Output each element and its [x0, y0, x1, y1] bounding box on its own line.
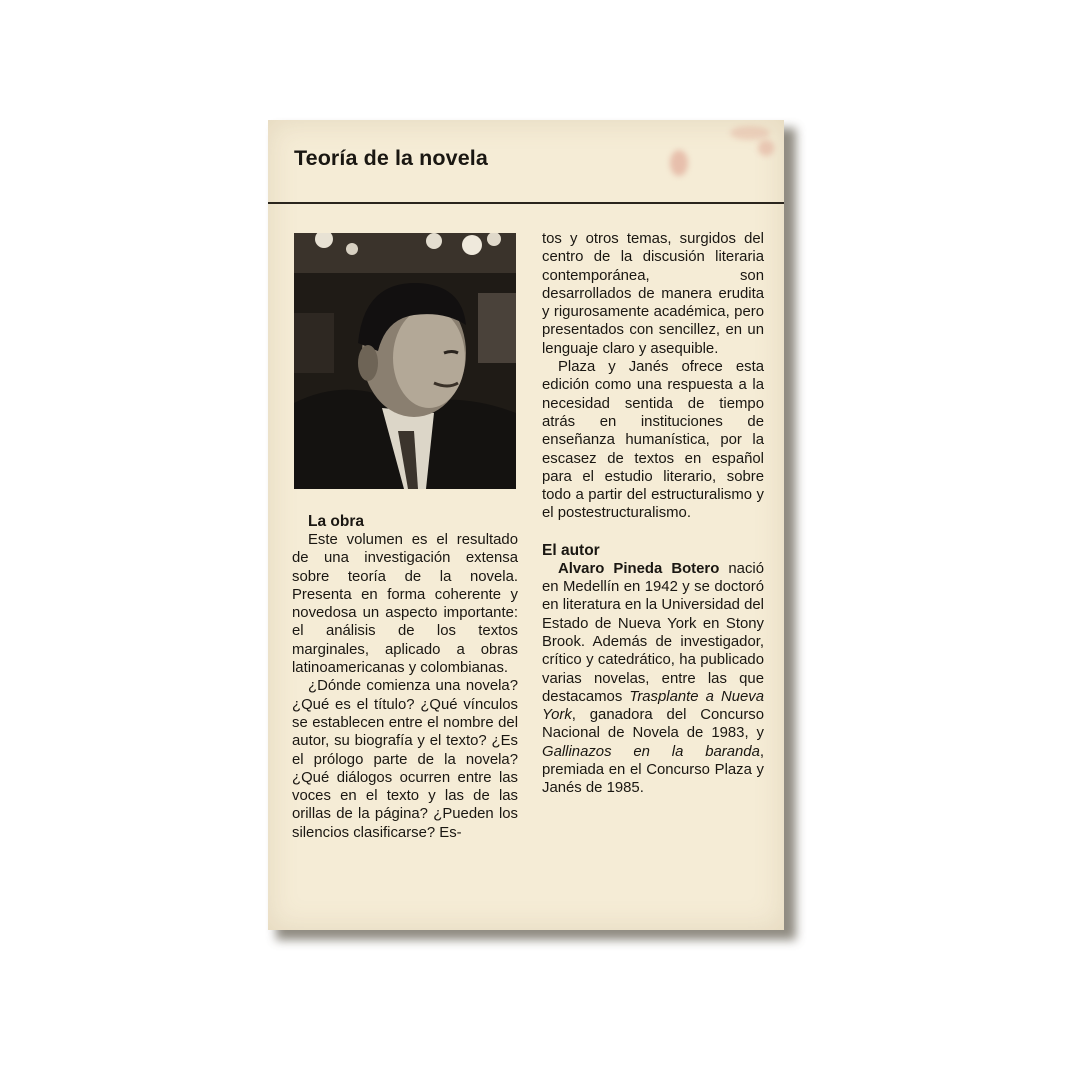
autor-text-2: , ganadora del Concurso Nacional de Novela de 1983, y [542, 707, 764, 742]
author-photo [294, 233, 516, 489]
author-name: Alvaro Pineda Botero [558, 560, 720, 577]
paragraph-obra-3: Plaza y Janés ofrece esta edición como una respuesta a la necesidad sentida de tiempo atrás en instituciones de enseñanza humanística, por la escasez de textos en español para el estudio literario, sobre todo a partir del estructuralismo y el postestructuralismo. [542, 359, 764, 522]
title-divider [268, 202, 784, 204]
autor-text-1: nació en Medellín en 1942 y se doctoró en literatura en la Universidad del Estado de Nueva York en Stony Brook. Además de investigador, crítico y catedrático, ha publicado varias novelas, entre las que destacamos [542, 560, 764, 705]
paragraph-autor [542, 560, 764, 798]
paper-stain [670, 150, 688, 176]
paragraph-obra-1: Este volumen es el resultado de una investigación extensa sobre teoría de la novela. Presenta en forma coherente y novedosa un aspecto importante: el análisis de los textos marginales, aplicado a obras latinoamericanas y colombianas. [292, 532, 518, 677]
author-portrait-photo-icon [294, 233, 516, 489]
paragraph-obra-2-start: ¿Dónde comienza una novela? ¿Qué es el título? ¿Qué vínculos se establecen entre el nombre del autor, su biografía y el texto? ¿Es el prólogo parte de la novela? ¿Qué diálogos ocurren entre las voces en el texto y las de las orillas de la página? ¿Pueden los silencios clasificarse? Es- [292, 678, 518, 841]
paragraph-obra-2-continued: tos y otros temas, surgidos del centro de la discusión literaria contemporánea, son desarrollados de manera erudita y rigurosamente académica, pero presentados con sencillez, en un lenguaje claro y asequible. [542, 231, 764, 357]
paper-stain [730, 126, 770, 140]
right-column [542, 230, 764, 798]
clipping-page [268, 120, 784, 930]
section-spacer [542, 523, 764, 541]
section-heading-el-autor: El autor [542, 541, 600, 559]
paper-stain [758, 140, 774, 156]
left-column [292, 512, 518, 842]
book-title-1: Trasplante a Nueva York [542, 688, 764, 724]
book-title-2: Gallinazos en la baranda [542, 743, 760, 760]
section-heading-la-obra: La obra [308, 513, 364, 530]
article-title: Teoría de la novela [294, 146, 488, 170]
autor-text-3: , premiada en el Concurso Plaza y Janés de 1985. [542, 743, 764, 797]
